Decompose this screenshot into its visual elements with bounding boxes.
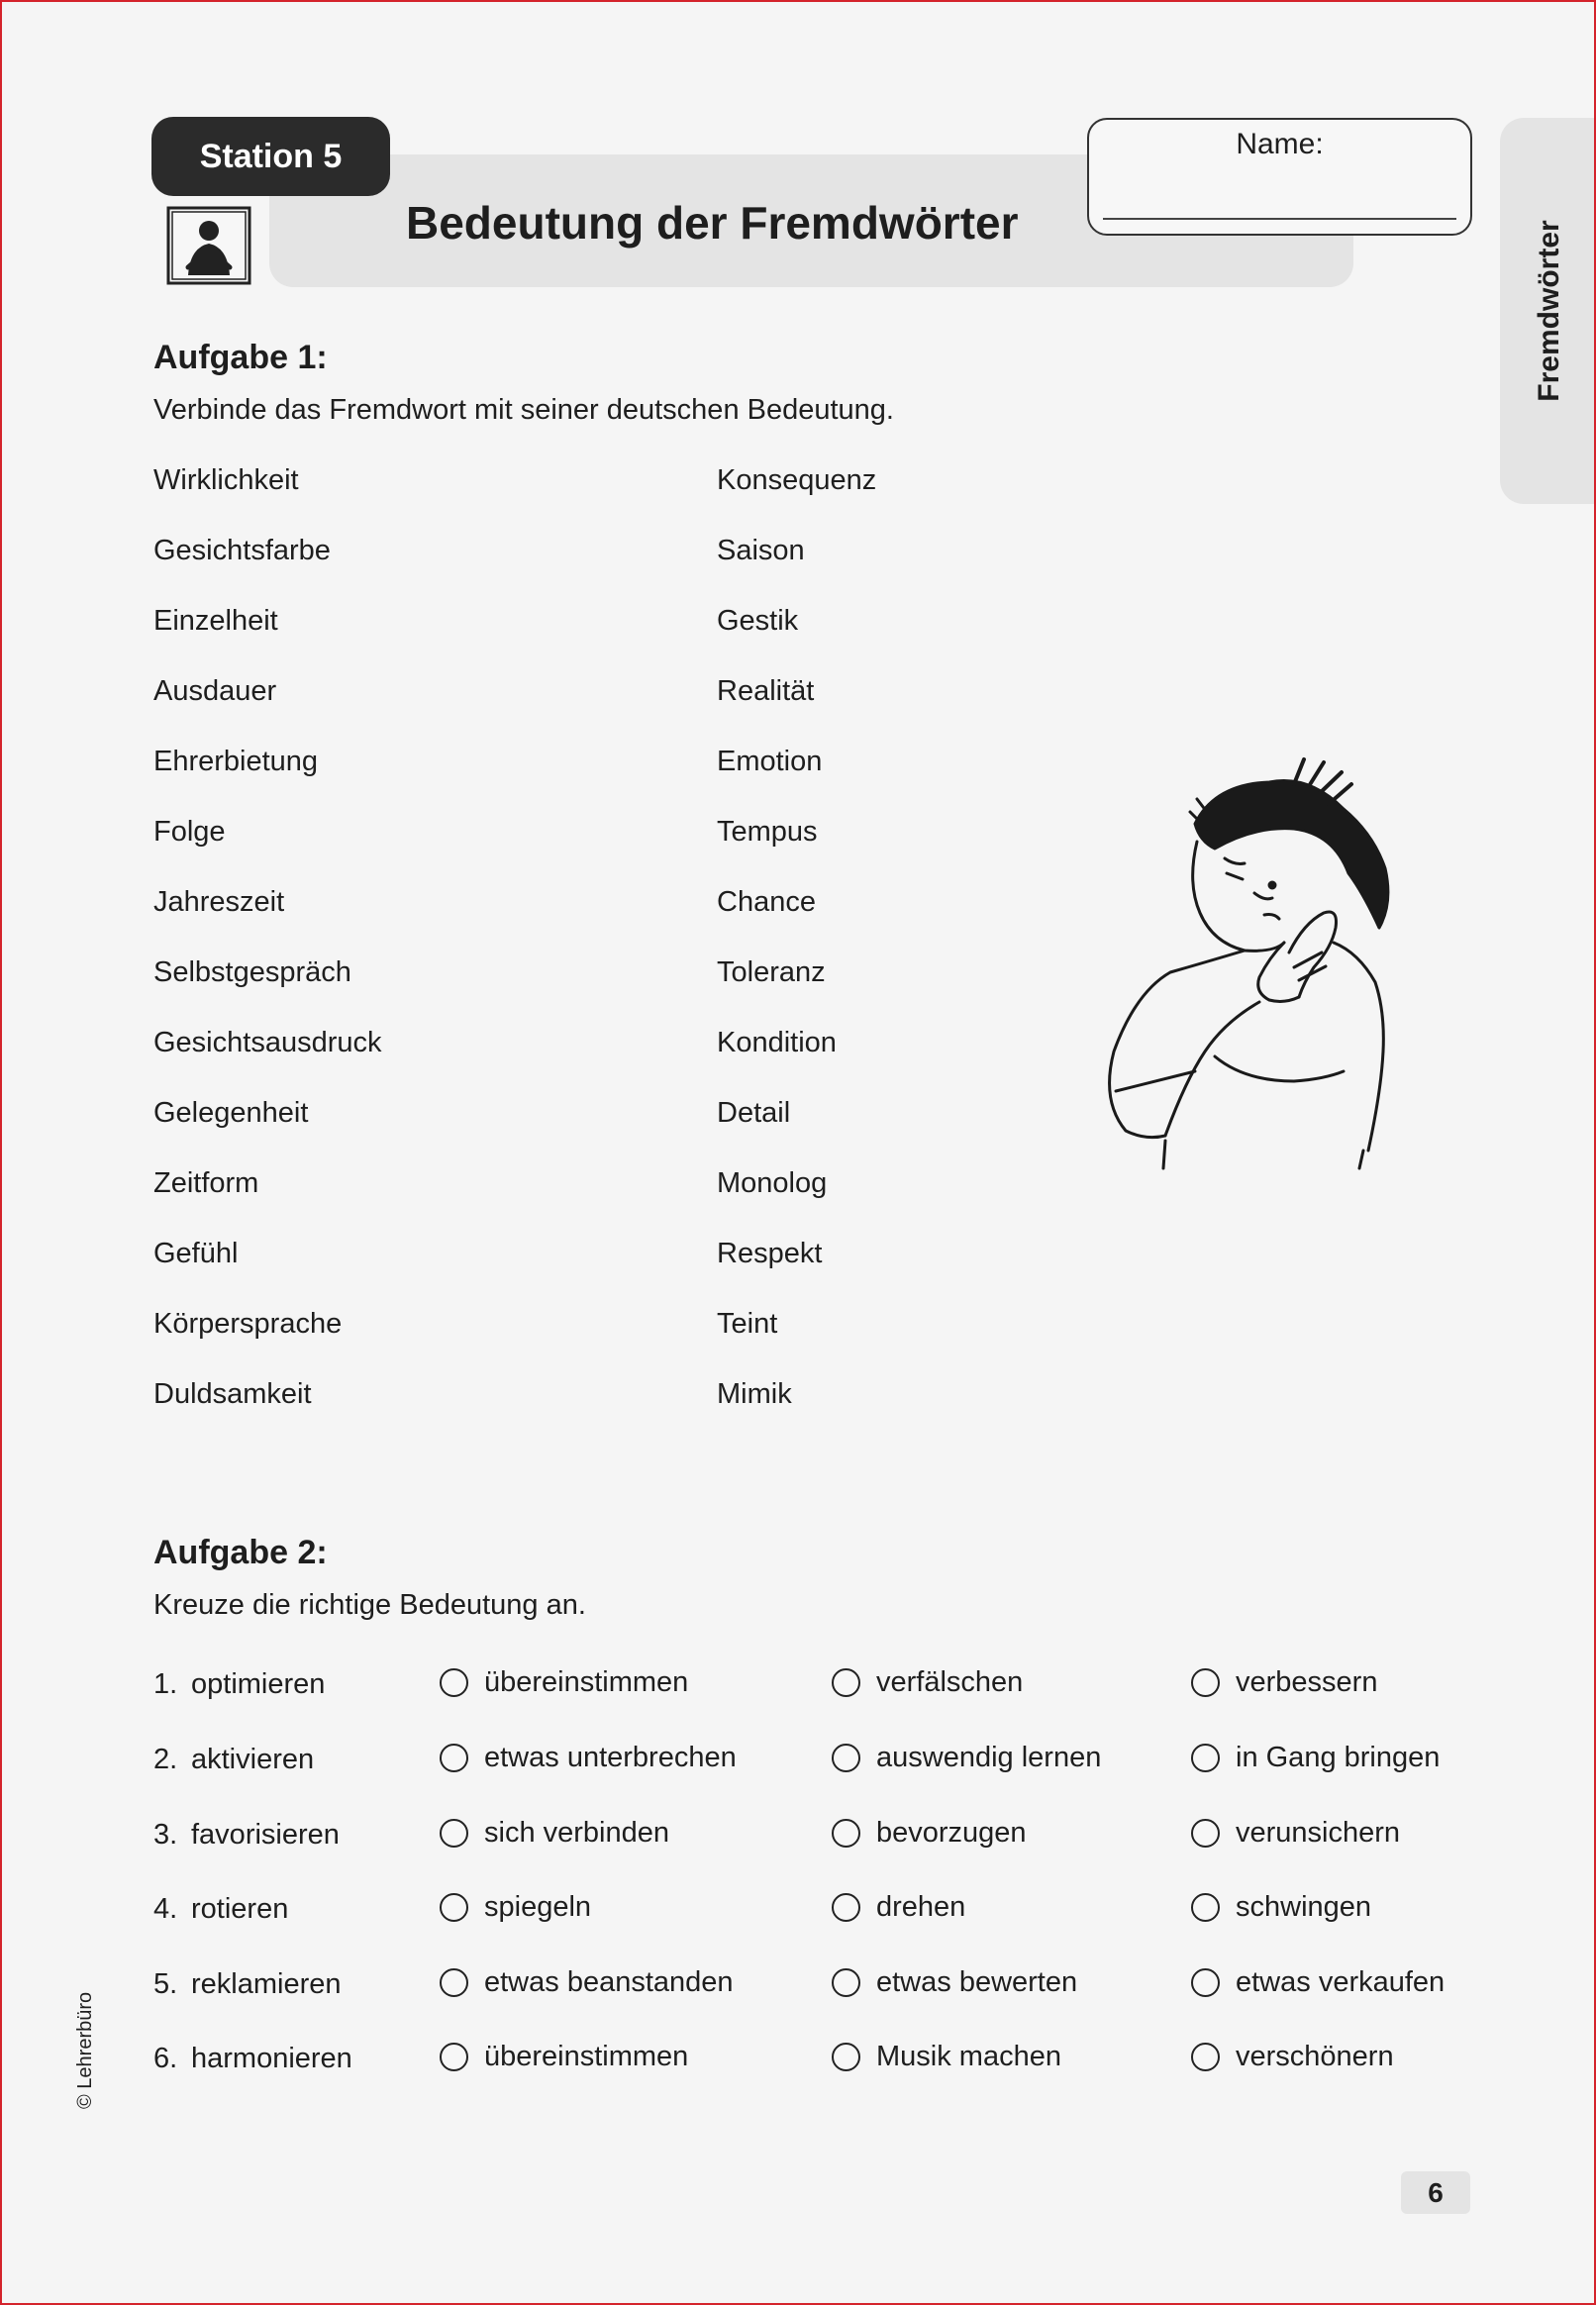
right-word[interactable]: Realität xyxy=(717,675,815,707)
copyright-note: © Lehrerbüro xyxy=(74,1991,96,2109)
left-word[interactable]: Wirklichkeit xyxy=(153,464,299,496)
checkbox-circle-icon[interactable] xyxy=(832,1668,860,1697)
thinking-child-illustration xyxy=(1096,754,1413,1170)
answer-option[interactable] xyxy=(440,1891,591,1924)
left-word[interactable]: Gesichtsfarbe xyxy=(153,535,331,566)
page-title: Bedeutung der Fremdwörter xyxy=(406,197,1019,249)
right-word[interactable]: Respekt xyxy=(717,1238,823,1269)
checkbox-circle-icon[interactable] xyxy=(440,1668,468,1697)
option-label: schwingen xyxy=(1236,1891,1372,1923)
right-word[interactable]: Saison xyxy=(717,535,805,566)
answer-option[interactable] xyxy=(440,1742,737,1774)
right-word[interactable]: Gestik xyxy=(717,605,799,637)
answer-option[interactable] xyxy=(832,1666,1023,1699)
right-word[interactable]: Kondition xyxy=(717,1027,837,1058)
right-word[interactable]: Toleranz xyxy=(717,956,826,988)
right-word[interactable]: Teint xyxy=(717,1308,778,1340)
left-word[interactable]: Folge xyxy=(153,816,226,848)
answer-option[interactable] xyxy=(440,1966,734,1999)
left-word[interactable]: Duldsamkeit xyxy=(153,1378,312,1410)
task1-instruction: Verbinde das Fremdwort mit seiner deutschen Bedeutung. xyxy=(153,394,894,426)
question-verb: aktivieren xyxy=(191,1744,315,1775)
answer-option[interactable] xyxy=(440,1666,688,1699)
right-word[interactable]: Monolog xyxy=(717,1167,828,1199)
page-number: 6 xyxy=(1401,2171,1470,2214)
answer-option[interactable] xyxy=(1191,1891,1371,1924)
question-verb: favorisieren xyxy=(191,1819,340,1851)
left-word[interactable]: Gefühl xyxy=(153,1238,239,1269)
answer-option[interactable] xyxy=(1191,1742,1440,1774)
option-label: auswendig lernen xyxy=(876,1742,1102,1773)
task1-heading: Aufgabe 1: xyxy=(153,339,328,376)
person-icon xyxy=(166,206,251,285)
question-number: 1. xyxy=(153,1668,178,1700)
answer-option[interactable] xyxy=(832,1742,1101,1774)
option-label: verfälschen xyxy=(876,1666,1024,1698)
question-number: 5. xyxy=(153,1968,178,2000)
option-label: übereinstimmen xyxy=(484,1666,689,1698)
answer-option[interactable] xyxy=(832,1891,965,1924)
checkbox-circle-icon[interactable] xyxy=(440,2043,468,2071)
option-label: drehen xyxy=(876,1891,966,1923)
checkbox-circle-icon[interactable] xyxy=(832,2043,860,2071)
checkbox-circle-icon[interactable] xyxy=(1191,1744,1220,1772)
answer-option[interactable] xyxy=(1191,1666,1377,1699)
answer-option[interactable] xyxy=(1191,1817,1400,1850)
left-word[interactable]: Gelegenheit xyxy=(153,1097,309,1129)
left-word[interactable]: Selbstgespräch xyxy=(153,956,351,988)
answer-option[interactable] xyxy=(440,2041,688,2073)
option-label: etwas bewerten xyxy=(876,1966,1078,1998)
left-word[interactable]: Ehrerbietung xyxy=(153,746,319,777)
left-word[interactable]: Körpersprache xyxy=(153,1308,343,1340)
question-row xyxy=(2,1668,1467,1712)
option-label: etwas verkaufen xyxy=(1236,1966,1446,1998)
question-verb: optimieren xyxy=(191,1668,326,1700)
right-word[interactable]: Detail xyxy=(717,1097,791,1129)
option-label: übereinstimmen xyxy=(484,2041,689,2072)
question-verb: harmonieren xyxy=(191,2043,352,2074)
answer-option[interactable] xyxy=(832,1817,1027,1850)
checkbox-circle-icon[interactable] xyxy=(1191,1893,1220,1922)
option-label: verbessern xyxy=(1236,1666,1378,1698)
side-tab xyxy=(1500,118,1596,504)
option-label: etwas beanstanden xyxy=(484,1966,734,1998)
checkbox-circle-icon[interactable] xyxy=(832,1968,860,1997)
question-verb: rotieren xyxy=(191,1893,289,1925)
side-tab-label: Fremdwörter xyxy=(1533,220,1565,402)
left-word[interactable]: Ausdauer xyxy=(153,675,277,707)
checkbox-circle-icon[interactable] xyxy=(1191,2043,1220,2071)
left-word[interactable]: Jahreszeit xyxy=(153,886,285,918)
question-row xyxy=(2,1819,1467,1862)
checkbox-circle-icon[interactable] xyxy=(440,1968,468,1997)
name-write-line xyxy=(1103,218,1456,220)
option-label: sich verbinden xyxy=(484,1817,669,1849)
option-label: spiegeln xyxy=(484,1891,592,1923)
checkbox-circle-icon[interactable] xyxy=(1191,1968,1220,1997)
question-row xyxy=(2,1744,1467,1787)
right-word[interactable]: Chance xyxy=(717,886,816,918)
question-number: 6. xyxy=(153,2043,178,2074)
checkbox-circle-icon[interactable] xyxy=(440,1893,468,1922)
answer-option[interactable] xyxy=(440,1817,669,1850)
task2-instruction: Kreuze die richtige Bedeutung an. xyxy=(153,1589,586,1621)
question-row xyxy=(2,1893,1467,1937)
checkbox-circle-icon[interactable] xyxy=(1191,1668,1220,1697)
task2-heading: Aufgabe 2: xyxy=(153,1534,328,1571)
checkbox-circle-icon[interactable] xyxy=(832,1744,860,1772)
option-label: verschönern xyxy=(1236,2041,1394,2072)
question-verb: reklamieren xyxy=(191,1968,342,2000)
checkbox-circle-icon[interactable] xyxy=(440,1744,468,1772)
option-label: Musik machen xyxy=(876,2041,1061,2072)
right-word[interactable]: Konsequenz xyxy=(717,464,877,496)
name-field[interactable] xyxy=(1087,118,1472,236)
right-word[interactable]: Mimik xyxy=(717,1378,792,1410)
question-number: 4. xyxy=(153,1893,178,1925)
left-word[interactable]: Einzelheit xyxy=(153,605,278,637)
checkbox-circle-icon[interactable] xyxy=(440,1819,468,1848)
name-label: Name: xyxy=(1236,128,1324,160)
answer-option[interactable] xyxy=(1191,1966,1445,1999)
left-word[interactable]: Gesichtsausdruck xyxy=(153,1027,382,1058)
answer-option[interactable] xyxy=(832,2041,1061,2073)
option-label: etwas unterbrechen xyxy=(484,1742,737,1773)
answer-option[interactable] xyxy=(1191,2041,1394,2073)
option-label: in Gang bringen xyxy=(1236,1742,1441,1773)
checkbox-circle-icon[interactable] xyxy=(832,1819,860,1848)
question-number: 3. xyxy=(153,1819,178,1851)
question-row xyxy=(2,1968,1467,2012)
question-row xyxy=(2,2043,1467,2086)
answer-option[interactable] xyxy=(832,1966,1077,1999)
left-word[interactable]: Zeitform xyxy=(153,1167,259,1199)
checkbox-circle-icon[interactable] xyxy=(1191,1819,1220,1848)
station-badge: Station 5 xyxy=(151,117,390,196)
option-label: verunsichern xyxy=(1236,1817,1401,1849)
checkbox-circle-icon[interactable] xyxy=(832,1893,860,1922)
right-word[interactable]: Tempus xyxy=(717,816,818,848)
question-number: 2. xyxy=(153,1744,178,1775)
option-label: bevorzugen xyxy=(876,1817,1027,1849)
right-word[interactable]: Emotion xyxy=(717,746,823,777)
